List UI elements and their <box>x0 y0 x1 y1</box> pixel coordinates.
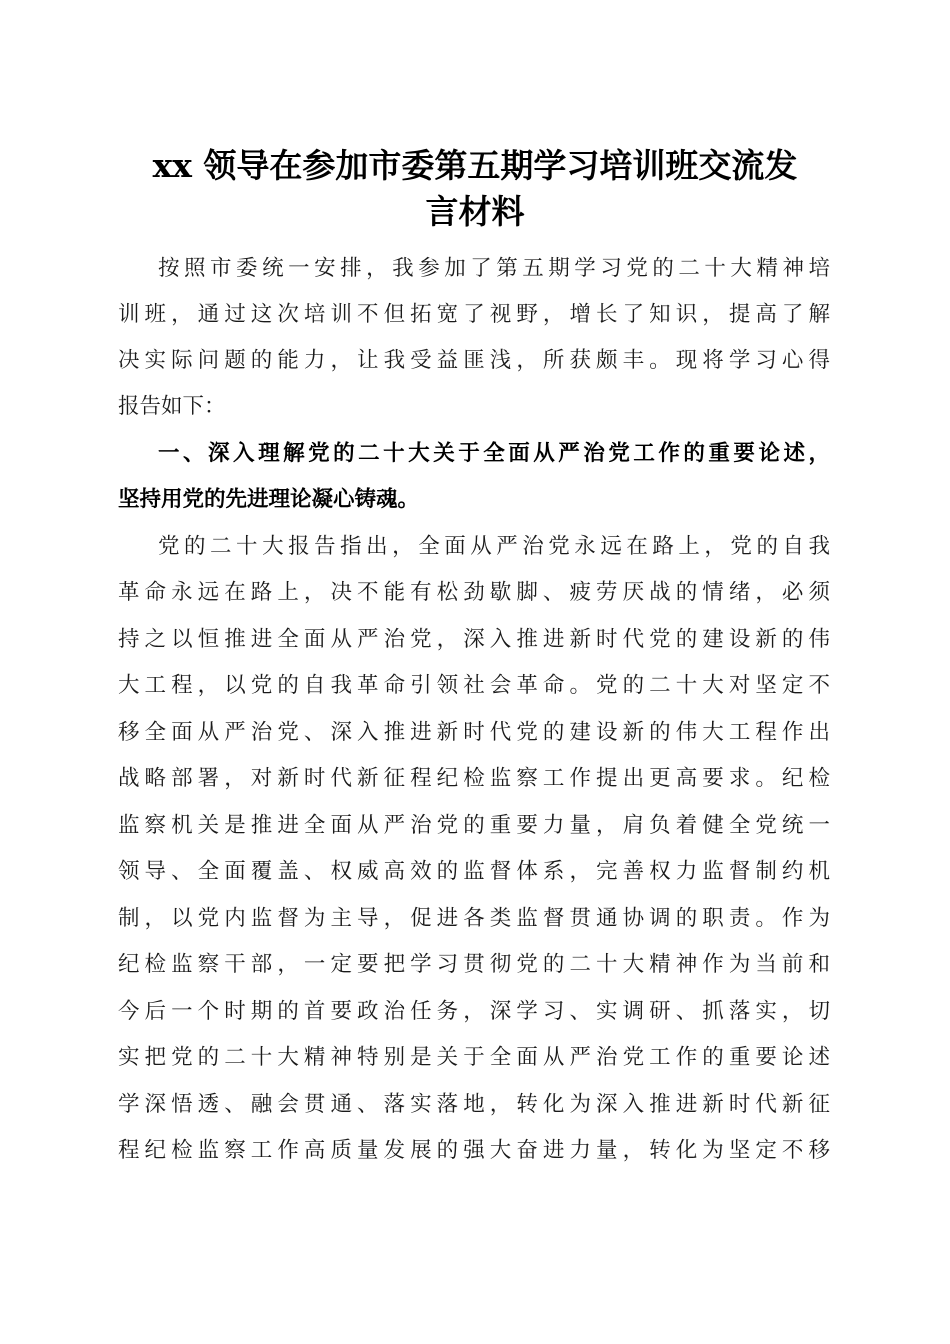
paragraph-line: 纪检监察干部，一定要把学习贯彻党的二十大精神作为当前和 <box>118 952 830 977</box>
document-title-line-1: xx 领导在参加市委第五期学习培训班交流发 <box>152 146 798 185</box>
paragraph-line: 持之以恒推进全面从严治党，深入推进新时代党的建设新的伟 <box>118 627 830 652</box>
document-title-line-2: 言材料 <box>425 192 525 231</box>
paragraph-line: 移全面从严治党、深入推进新时代党的建设新的伟大工程作出 <box>118 720 830 745</box>
paragraph-line: 按照市委统一安排，我参加了第五期学习党的二十大精神培 <box>158 256 830 281</box>
paragraph-line: 领导、全面覆盖、权威高效的监督体系，完善权力监督制约机 <box>118 859 830 884</box>
paragraph-line: 决实际问题的能力，让我受益匪浅，所获颇丰。现将学习心得 <box>118 348 830 373</box>
paragraph-line: 今后一个时期的首要政治任务，深学习、实调研、抓落实，切 <box>118 999 830 1024</box>
paragraph-line: 报告如下： <box>118 394 226 419</box>
section-heading-line: 一、深入理解党的二十大关于全面从严治党工作的重要论述， <box>158 441 830 466</box>
section-heading-line: 坚持用党的先进理论凝心铸魂。 <box>118 487 420 512</box>
paragraph-line: 党的二十大报告指出，全面从严治党永远在路上，党的自我 <box>158 534 830 559</box>
paragraph-line: 大工程，以党的自我革命引领社会革命。党的二十大对坚定不 <box>118 673 830 698</box>
paragraph-line: 程纪检监察工作高质量发展的强大奋进力量，转化为坚定不移 <box>118 1138 830 1163</box>
paragraph-line: 学深悟透、融会贯通、落实落地，转化为深入推进新时代新征 <box>118 1092 830 1117</box>
paragraph-line: 革命永远在路上，决不能有松劲歇脚、疲劳厌战的情绪，必须 <box>118 580 830 605</box>
paragraph-line: 监察机关是推进全面从严治党的重要力量，肩负着健全党统一 <box>118 813 830 838</box>
paragraph-line: 制，以党内监督为主导，促进各类监督贯通协调的职责。作为 <box>118 906 830 931</box>
paragraph-line: 训班，通过这次培训不但拓宽了视野，增长了知识，提高了解 <box>118 302 830 327</box>
paragraph-line: 实把党的二十大精神特别是关于全面从严治党工作的重要论述 <box>118 1045 830 1070</box>
paragraph-line: 战略部署，对新时代新征程纪检监察工作提出更高要求。纪检 <box>118 766 830 791</box>
